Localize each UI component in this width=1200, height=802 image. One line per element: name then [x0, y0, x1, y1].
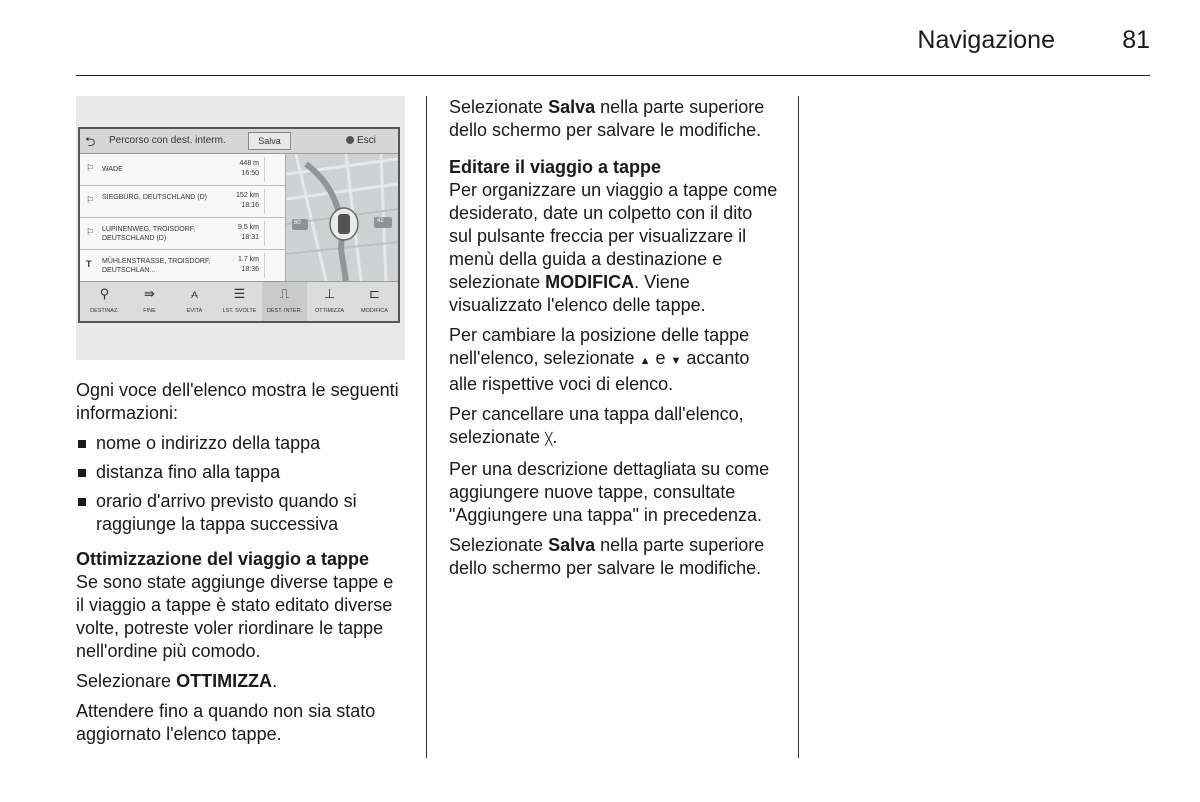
text-run: e — [650, 348, 671, 368]
navigation-screen-figure — [76, 96, 405, 360]
nav-screen — [78, 127, 400, 323]
back-arrow-icon[interactable]: ⮌ — [85, 134, 96, 149]
section-heading-optimize: Ottimizzazione del viaggio a tappe — [76, 549, 370, 569]
text-run: Selezionare — [76, 671, 177, 691]
column-divider-1 — [426, 96, 427, 758]
save-keyword: Salva — [548, 97, 596, 117]
list-item — [76, 490, 406, 536]
header-divider — [76, 75, 1150, 76]
destination-icon: T — [86, 259, 92, 269]
exit-label: Esci — [357, 135, 376, 146]
waypoint-arrow-button[interactable] — [264, 157, 283, 182]
optimize-icon: ⊥ — [323, 286, 336, 301]
text-run: Selezionate — [449, 535, 549, 555]
waypoint-distance-time — [238, 223, 259, 243]
turn-list-icon: ☰ — [233, 286, 246, 301]
optimize-button[interactable] — [307, 282, 352, 322]
text-run: . — [552, 427, 558, 447]
flag-icon: ⚐ — [86, 163, 95, 173]
waypoint-name: WADE — [102, 166, 123, 173]
reorder-paragraph — [449, 324, 779, 396]
edit-keyword: MODIFICA — [545, 272, 635, 292]
up-arrow-icon: ▲ — [639, 355, 651, 367]
list-item — [76, 432, 406, 455]
wait-paragraph: Attendere fino a quando non sia stato aggiornato l'elenco tappe. — [76, 701, 376, 744]
waypoint-row[interactable] — [80, 218, 285, 250]
exit-icon — [346, 136, 354, 144]
text-run: Selezionate — [449, 97, 549, 117]
destination-button-label: DESTINAZ. — [90, 308, 119, 314]
waypoint-distance-time — [238, 255, 259, 275]
map-label-left: 60 — [294, 220, 301, 226]
turn-list-button-label: LST. SVOLTE — [222, 308, 257, 314]
end-button-label: FINE — [143, 308, 156, 314]
map-label-right: 42 — [377, 218, 384, 224]
waypoint-list — [80, 154, 286, 281]
page-section-title: Navigazione — [917, 26, 1055, 54]
waypoint-icon: ⎍ — [279, 286, 290, 301]
map-view[interactable] — [286, 154, 398, 281]
waypoint-time: 18:31 — [241, 234, 259, 241]
waypoint-row[interactable] — [80, 186, 285, 218]
left-column — [76, 379, 406, 753]
destination-search-icon: ⚲ — [99, 286, 110, 301]
waypoint-arrow-button[interactable] — [264, 253, 283, 278]
waypoint-button-label: DEST. INTER. — [266, 308, 303, 314]
waypoint-distance: 152 km — [236, 192, 259, 199]
text-run: . Viene visualizzato l'elenco delle tappe. — [449, 272, 706, 315]
waypoint-row[interactable] — [80, 250, 285, 282]
waypoint-name: SIEGBURG, DEUTSCHLAND (D) — [102, 194, 208, 201]
save-keyword: Salva — [548, 535, 596, 555]
save-button[interactable]: Salva — [248, 132, 291, 150]
list-item-text: distanza fino alla tappa — [96, 462, 281, 482]
text-run: accanto alle rispettive voci di elenco. — [449, 348, 750, 394]
waypoint-distance-time — [236, 191, 259, 211]
waypoint-button[interactable] — [262, 282, 307, 322]
right-column — [449, 96, 779, 587]
destination-button[interactable] — [82, 282, 127, 322]
info-list — [76, 432, 406, 536]
waypoint-name: MÜHLENSTRASSE, TROISDORF, DEUTSCHLAN... — [102, 258, 211, 274]
save-paragraph-1 — [449, 96, 779, 142]
page-number: 81 — [1122, 26, 1150, 54]
optimize-paragraph: Se sono state aggiunge diverse tappe e il viaggio a tappe è stato editato diverse volte, potreste voler riordinare le tappe nell'ordine più comodo. — [76, 572, 394, 661]
avoid-icon: ⩜ — [190, 286, 199, 301]
text-run: Per cancellare una tappa dall'elenco, selezionate — [449, 404, 744, 447]
waypoint-arrow-button[interactable] — [264, 189, 283, 214]
optimize-keyword: OTTIMIZZA — [176, 671, 273, 691]
bullet-icon — [78, 469, 86, 477]
list-item — [76, 461, 406, 484]
nav-screen-title: Percorso con dest. interm. — [109, 135, 226, 146]
end-button[interactable] — [127, 282, 172, 322]
save-paragraph-2 — [449, 534, 779, 580]
text-run: Per organizzare un viaggio a tappe come desiderato, date un colpetto con il dito sul pulsante freccia per visualizzare il menù della guida a destinazione e selezionate — [449, 180, 778, 292]
waypoint-name: LUPINENWEG, TROISDORF, DEUTSCHLAND (D) — [102, 226, 196, 242]
bullet-icon — [78, 440, 86, 448]
flag-icon: ⚐ — [86, 195, 95, 205]
avoid-button-label: EVITA — [186, 308, 203, 314]
waypoint-distance: 448 m — [239, 160, 259, 167]
flag-icon: ⚐ — [86, 227, 95, 237]
waypoint-distance-time — [240, 159, 259, 179]
edit-icon: ⊏ — [369, 286, 380, 301]
exit-button[interactable] — [346, 135, 376, 146]
edit-button-label: MODIFICA — [361, 308, 388, 314]
bullet-icon — [78, 498, 86, 506]
intro-paragraph: Ogni voce dell'elenco mostra le seguenti informazioni: — [76, 380, 399, 423]
text-run: . — [272, 671, 278, 691]
nav-bottom-bar — [80, 281, 398, 322]
optimize-instruction — [76, 670, 406, 693]
optimize-button-label: OTTIMIZZA — [314, 308, 345, 314]
waypoint-time: 18:16 — [241, 202, 259, 209]
down-arrow-icon: ▼ — [670, 355, 682, 367]
column-divider-2 — [798, 96, 799, 758]
section-heading-edit: Editare il viaggio a tappe — [449, 157, 662, 177]
delete-x-icon: ╳ — [545, 432, 553, 446]
waypoint-distance: 1.7 km — [237, 256, 259, 263]
text-run: Per cambiare la posizione delle tappe nell'elenco, selezionate — [449, 325, 750, 368]
list-item-text: orario d'arrivo previsto quando si raggiunge la tappa successiva — [96, 491, 357, 534]
edit-paragraph — [449, 179, 779, 317]
text-run: nella parte superiore dello schermo per salvare le modifiche. — [449, 97, 765, 140]
waypoint-arrow-button[interactable] — [264, 221, 283, 246]
route-end-icon: ⇛ — [144, 286, 155, 301]
list-item-text: nome o indirizzo della tappa — [96, 433, 321, 453]
avoid-button[interactable] — [172, 282, 217, 322]
waypoint-time: 16:50 — [241, 170, 259, 177]
delete-paragraph — [449, 403, 779, 451]
waypoint-distance: 9.5 km — [237, 224, 259, 231]
edit-button[interactable] — [352, 282, 397, 322]
nav-top-bar — [80, 129, 398, 154]
text-run: nella parte superiore dello schermo per salvare le modifiche. — [449, 535, 765, 578]
add-waypoint-paragraph: Per una descrizione dettagliata su come aggiungere nuove tappe, consultate "Aggiungere una tappa" in precedenza. — [449, 459, 770, 525]
waypoint-time: 18:36 — [241, 266, 259, 273]
waypoint-row[interactable] — [80, 154, 285, 186]
turn-list-button[interactable] — [217, 282, 262, 322]
